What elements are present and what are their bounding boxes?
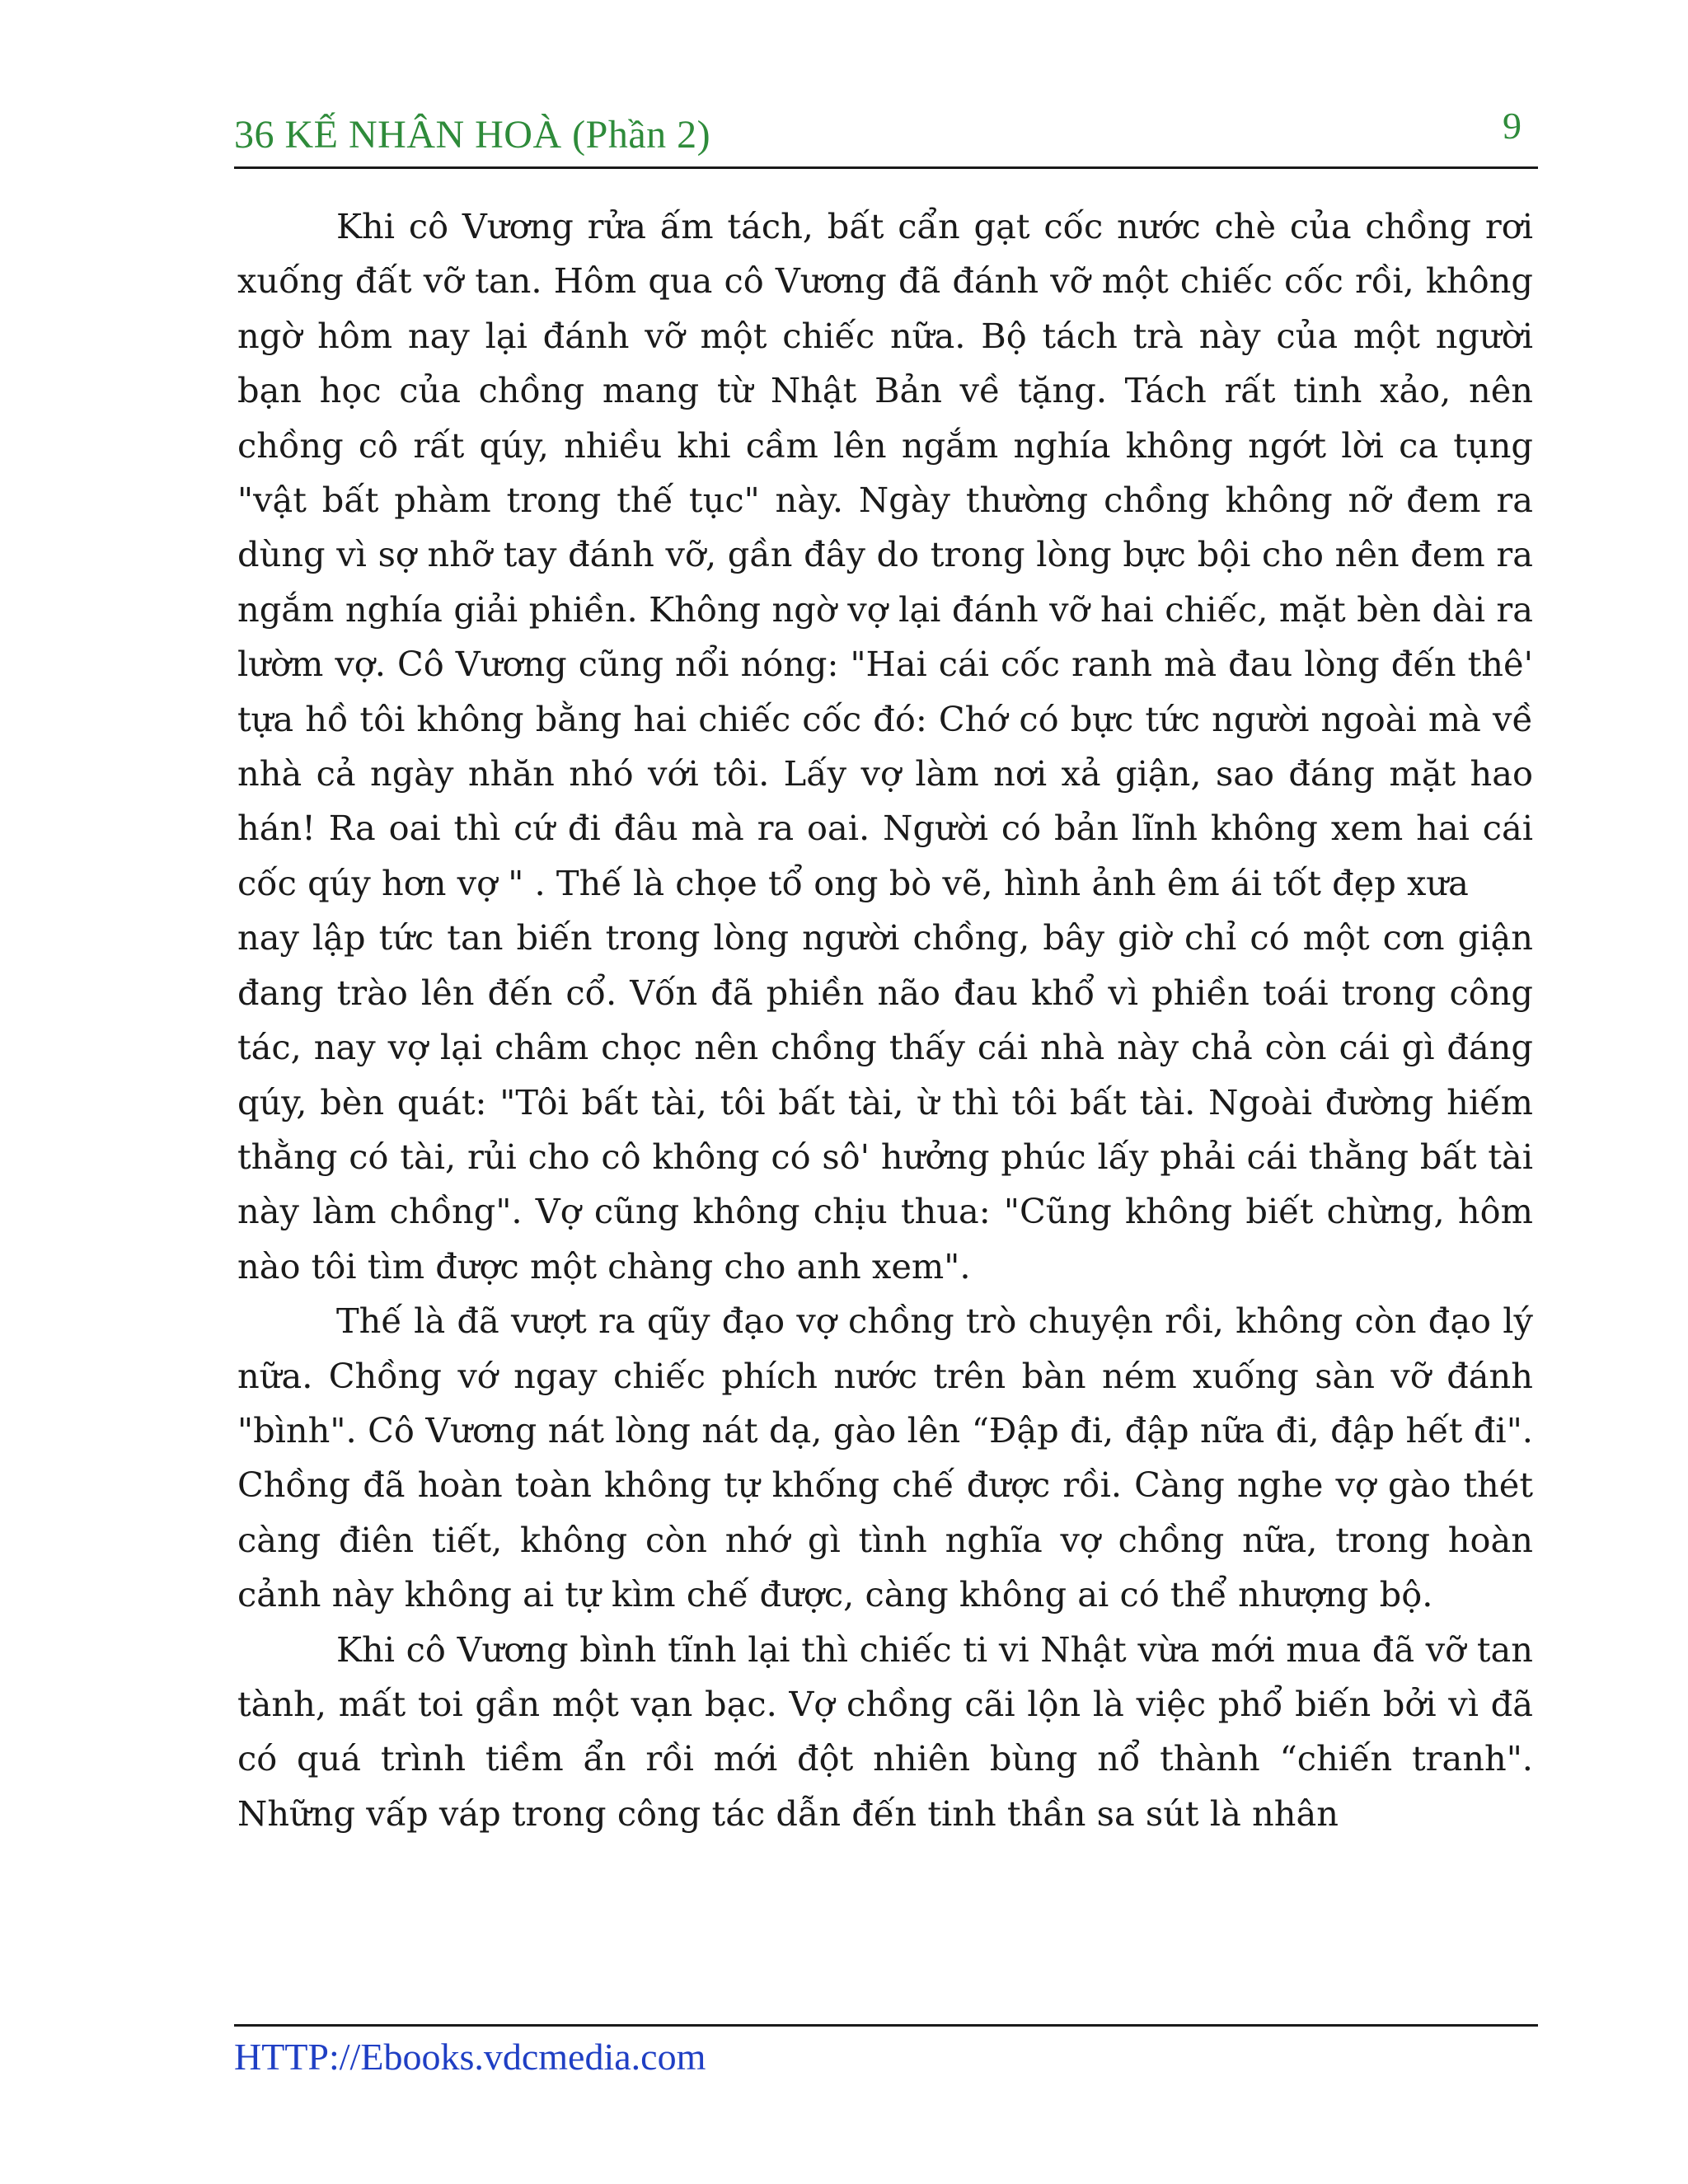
page-number: 9 <box>1503 105 1522 147</box>
paragraph-3: Thế là đã vượt ra qũy đạo vợ chồng trò chuyện rồi, không còn đạo lý nữa. Chồng vớ ngay chiếc phích nước trên bàn ném xuống sàn vỡ đánh "bình". Cô Vương nát lòng nát dạ, gào lên “Đập đi, đập nữa đi, đập hết đi". Chồng đã hoàn toàn không tự khống chế được rồi. Càng nghe vợ gào thét càng điên tiết, không còn nhớ gì tình nghĩa vợ chồng nữa, trong hoàn cảnh này không ai tự kìm chế được, càng không ai có thể nhượng bộ. <box>237 1301 1533 1615</box>
page-footer <box>234 2024 1538 2079</box>
paragraph-1: Khi cô Vương rửa ấm tách, bất cẩn gạt cốc nước chè của chồng rơi xuống đất vỡ tan. Hôm qua cô Vương đã đánh vỡ một chiếc cốc rồi, không ngờ hôm nay lại đánh vỡ một chiếc nữa. Bộ tách trà này của một người bạn học của chồng mang từ Nhật Bản về tặng. Tách rất tinh xảo, nên chồng cô rất qúy, nhiều khi cầm lên ngắm nghía không ngớt lời ca tụng "vật bất phàm trong thế tục" này. Ngày thường chồng không nỡ đem ra dùng vì sợ nhỡ tay đánh vỡ, gần đây do trong lòng bực bội cho nên đem ra ngắm nghía giải phiền. Không ngờ vợ lại đánh vỡ hai chiếc, mặt bèn dài ra lườm vợ. Cô Vương cũng nổi nóng: "Hai cái cốc ranh mà đau lòng đến thê' tựa hồ tôi không bằng hai chiếc cốc đó: Chớ có bực tức người ngoài mà về nhà cả ngày nhăn nhó với tôi. Lấy vợ làm nơi xả giận, sao đáng mặt hao hán! Ra oai thì cứ đi đâu mà ra oai. Người có bản lĩnh không xem hai cái cốc qúy hơn vợ " . Thế là chọe tổ ong bò vẽ, hình ảnh êm ái tốt đẹp xưa <box>237 206 1533 903</box>
page-body <box>237 199 1533 1841</box>
book-title: 36 KẾ NHÂN HOÀ (Phần 2) <box>234 113 711 157</box>
paragraph-2: nay lập tức tan biến trong lòng người chồng, bây giờ chỉ có một cơn giận đang trào lên đến cổ. Vốn đã phiền não đau khổ vì phiền toái trong công tác, nay vợ lại châm chọc nên chồng thấy cái nhà này chả còn cái gì đáng qúy, bèn quát: "Tôi bất tài, tôi bất tài, ừ thì tôi bất tài. Ngoài đường hiếm thằng có tài, rủi cho cô không có sô' hưởng phúc lấy phải cái thằng bất tài này làm chồng". Vợ cũng không chịu thua: "Cũng không biết chừng, hôm nào tôi tìm được một chàng cho anh xem". <box>237 917 1533 1286</box>
page-header <box>234 105 1538 169</box>
ebook-site-link[interactable]: HTTP://Ebooks.vdcmedia.com <box>234 2036 706 2078</box>
paragraph-4: Khi cô Vương bình tĩnh lại thì chiếc ti vi Nhật vừa mới mua đã vỡ tan tành, mất toi gần một vạn bạc. Vợ chồng cãi lộn là việc phổ biến bởi vì đã có quá trình tiềm ẩn rồi mới đột nhiên bùng nổ thành “chiến tranh". Những vấp váp trong công tác dẫn đến tinh thần sa sút là nhân <box>237 1629 1533 1834</box>
